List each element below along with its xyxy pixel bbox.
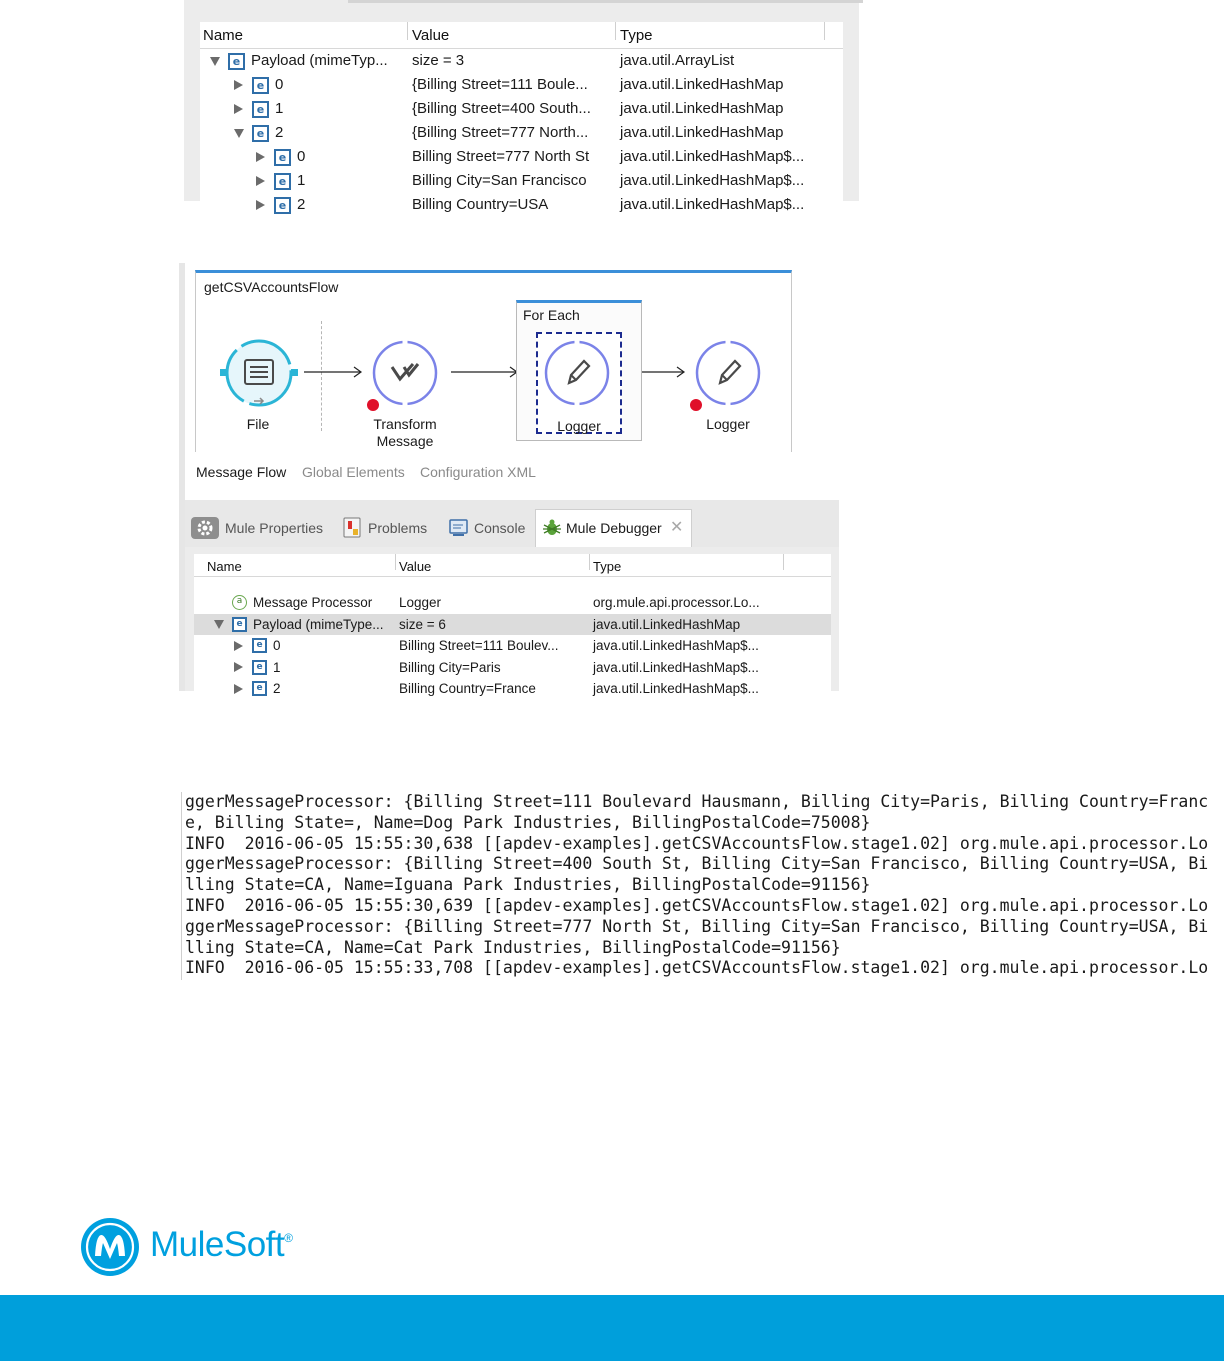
- cell-value: {Billing Street=400 South...: [412, 100, 591, 117]
- cell-name: 1: [275, 100, 284, 117]
- panel-tab-bar: [185, 500, 839, 547]
- element-icon: e: [252, 638, 267, 653]
- flow-title: getCSVAccountsFlow: [204, 279, 339, 295]
- table-row[interactable]: [194, 657, 831, 679]
- table-row[interactable]: [194, 678, 831, 700]
- cell-type: java.util.LinkedHashMap$...: [593, 638, 759, 653]
- cell-name: Payload (mimeType...: [253, 616, 384, 632]
- transform-node-label: [359, 416, 451, 450]
- cell-value: Billing City=San Francisco: [412, 172, 587, 189]
- attribute-icon: a: [232, 595, 247, 610]
- tab-mule-debugger[interactable]: [535, 509, 692, 547]
- cell-value: size = 6: [399, 616, 446, 632]
- cell-name: 2: [297, 196, 306, 213]
- column-divider[interactable]: [824, 22, 825, 40]
- column-divider[interactable]: [615, 22, 616, 40]
- expanded-triangle-icon[interactable]: [234, 129, 244, 138]
- cell-type: java.util.LinkedHashMap$...: [620, 172, 805, 189]
- top-debugger-panel: [184, 0, 859, 213]
- column-divider[interactable]: [589, 554, 590, 570]
- brand-wordmark: [150, 1225, 292, 1265]
- tab-problems-label: Problems: [368, 520, 428, 536]
- collapsed-triangle-icon[interactable]: [234, 684, 243, 694]
- cell-value: Billing Country=USA: [412, 196, 549, 213]
- table-row[interactable]: [194, 592, 831, 614]
- column-type[interactable]: Type: [593, 559, 622, 574]
- gear-icon: [191, 517, 219, 539]
- cell-value: Billing Street=111 Boulev...: [399, 638, 559, 653]
- flow-arrow-icon: [303, 365, 365, 379]
- column-name[interactable]: Name: [207, 559, 242, 574]
- element-icon: e: [232, 617, 247, 632]
- table-row[interactable]: [194, 635, 831, 657]
- log-line: e, Billing State=, Name=Dog Park Industries, BillingPostalCode=75008}: [185, 812, 871, 832]
- table-row[interactable]: [200, 121, 843, 145]
- cell-value: Billing Street=777 North St: [412, 148, 590, 165]
- logger-outer-icon[interactable]: [688, 337, 764, 413]
- problems-icon: [343, 517, 363, 539]
- panel-edge: [348, 0, 863, 3]
- console-log-output: [181, 792, 1209, 980]
- cell-type: java.util.LinkedHashMap$...: [593, 659, 759, 675]
- table-row[interactable]: [200, 145, 843, 169]
- tab-console-label: Console: [474, 520, 526, 536]
- expanded-triangle-icon[interactable]: [210, 57, 220, 66]
- column-divider[interactable]: [407, 22, 408, 40]
- cell-type: java.util.LinkedHashMap$...: [620, 148, 805, 165]
- log-line: INFO 2016-06-05 15:55:30,639 [[apdev-examples].getCSVAccountsFlow.stage1.02] org.mule.api.processor.Lo: [185, 895, 1209, 915]
- table-row[interactable]: [194, 614, 831, 636]
- cell-value: Logger: [399, 595, 442, 610]
- table-header: [194, 554, 831, 577]
- table-row[interactable]: [200, 73, 843, 97]
- close-icon[interactable]: ✕: [670, 519, 684, 536]
- cell-name: 1: [297, 172, 306, 189]
- log-line: INFO 2016-06-05 15:55:33,708 [[apdev-examples].getCSVAccountsFlow.stage1.02] org.mule.api.processor.Lo: [185, 958, 1209, 978]
- cell-name: 2: [273, 681, 281, 696]
- collapsed-triangle-icon[interactable]: [256, 176, 265, 186]
- log-line: ggerMessageProcessor: {Billing Street=400 South St, Billing City=San Francisco, Billing Country=USA, Bi: [185, 854, 1209, 874]
- cell-type: org.mule.api.processor.Lo...: [593, 595, 760, 610]
- table-row[interactable]: [200, 169, 843, 193]
- mulesoft-logo-icon: [79, 1216, 141, 1278]
- element-icon: e: [228, 53, 245, 70]
- collapsed-triangle-icon[interactable]: [234, 80, 243, 90]
- top-variables-table: [200, 22, 843, 213]
- expanded-triangle-icon[interactable]: [214, 620, 224, 629]
- collapsed-triangle-icon[interactable]: [234, 641, 243, 651]
- cell-value: Billing Country=France: [399, 681, 536, 696]
- element-icon: e: [252, 125, 269, 142]
- for-each-label: For Each: [523, 307, 580, 323]
- element-icon: e: [252, 77, 269, 94]
- column-value[interactable]: Value: [399, 559, 432, 574]
- cell-name: 0: [297, 148, 306, 165]
- footer-bar: [0, 1295, 1224, 1361]
- logger-inner-icon[interactable]: [541, 337, 613, 409]
- cell-name: 1: [273, 659, 281, 675]
- logger-inner-label: Logger: [557, 418, 601, 434]
- cell-value: size = 3: [412, 52, 465, 69]
- console-icon: [449, 518, 469, 538]
- flow-arrow-icon: [450, 365, 520, 379]
- flow-editor-screenshot: [179, 263, 839, 696]
- element-icon: e: [274, 173, 291, 190]
- column-name[interactable]: Name: [203, 27, 244, 44]
- cell-type: java.util.LinkedHashMap$...: [620, 196, 805, 213]
- element-icon: e: [274, 149, 291, 166]
- log-line: ggerMessageProcessor: {Billing Street=777 North St, Billing City=San Francisco, Billing Country=USA, Bi: [185, 916, 1209, 936]
- cell-name: 0: [273, 638, 281, 653]
- file-node-label: File: [246, 416, 270, 432]
- transform-message-icon[interactable]: [369, 337, 441, 413]
- tab-message-flow[interactable]: Message Flow: [196, 464, 287, 480]
- element-icon: e: [252, 681, 267, 696]
- cell-name: Message Processor: [253, 595, 373, 610]
- log-line: INFO 2016-06-05 15:55:30,638 [[apdev-examples].getCSVAccountsFlow.stage1.02] org.mule.api.processor.Lo: [185, 833, 1209, 853]
- tab-mule-properties-label: Mule Properties: [225, 520, 324, 536]
- cell-type: java.util.LinkedHashMap: [620, 76, 784, 93]
- cell-type: java.util.LinkedHashMap: [620, 124, 784, 141]
- file-connector-icon[interactable]: [217, 337, 301, 409]
- log-line: lling State=CA, Name=Iguana Park Industries, BillingPostalCode=91156}: [185, 875, 871, 895]
- column-divider[interactable]: [783, 554, 784, 570]
- collapsed-triangle-icon[interactable]: [234, 104, 243, 114]
- bottom-variables-table: [194, 554, 831, 696]
- table-row[interactable]: [200, 193, 843, 217]
- table-header: [200, 22, 843, 49]
- cell-value: {Billing Street=111 Boule...: [412, 76, 588, 93]
- logger-outer-label: Logger: [706, 416, 750, 432]
- element-icon: e: [252, 660, 267, 675]
- cell-value: {Billing Street=777 North...: [412, 124, 589, 141]
- tab-global-elements[interactable]: Global Elements: [302, 464, 405, 480]
- log-line: lling State=CA, Name=Cat Park Industries, BillingPostalCode=91156}: [185, 937, 841, 957]
- cell-name: Payload (mimeTyp...: [251, 52, 388, 69]
- bug-icon: [542, 518, 562, 538]
- editor-tab-bar: [185, 453, 839, 500]
- column-divider[interactable]: [395, 554, 396, 570]
- cell-type: java.util.LinkedHashMap: [593, 616, 741, 632]
- cell-name: 2: [275, 124, 284, 141]
- collapsed-triangle-icon[interactable]: [256, 152, 265, 162]
- transform-label-line2: Message: [376, 433, 434, 449]
- bottom-debugger-panel: [185, 547, 839, 696]
- transform-label-line1: Transform: [373, 416, 437, 432]
- column-value[interactable]: Value: [412, 27, 450, 44]
- brand-trademark: ®: [284, 1231, 293, 1245]
- cell-value: Billing City=Paris: [399, 659, 501, 675]
- cell-type: java.util.ArrayList: [620, 52, 735, 69]
- table-row[interactable]: [200, 49, 843, 73]
- collapsed-triangle-icon[interactable]: [234, 662, 243, 672]
- element-icon: e: [274, 197, 291, 214]
- cell-type: java.util.LinkedHashMap$...: [593, 681, 759, 696]
- tab-configuration-xml[interactable]: Configuration XML: [420, 464, 536, 480]
- cell-name: 0: [275, 76, 284, 93]
- flow-arrow-icon: [641, 365, 687, 379]
- table-row[interactable]: [200, 97, 843, 121]
- column-type[interactable]: Type: [620, 27, 653, 44]
- brand-name: MuleSoft: [150, 1225, 285, 1264]
- tab-mule-debugger-label: Mule Debugger: [566, 520, 662, 536]
- cell-type: java.util.LinkedHashMap: [620, 100, 784, 117]
- log-line: ggerMessageProcessor: {Billing Street=111 Boulevard Hausmann, Billing City=Paris, Billing Country=Franc: [185, 792, 1209, 811]
- element-icon: e: [252, 101, 269, 118]
- collapsed-triangle-icon[interactable]: [256, 200, 265, 210]
